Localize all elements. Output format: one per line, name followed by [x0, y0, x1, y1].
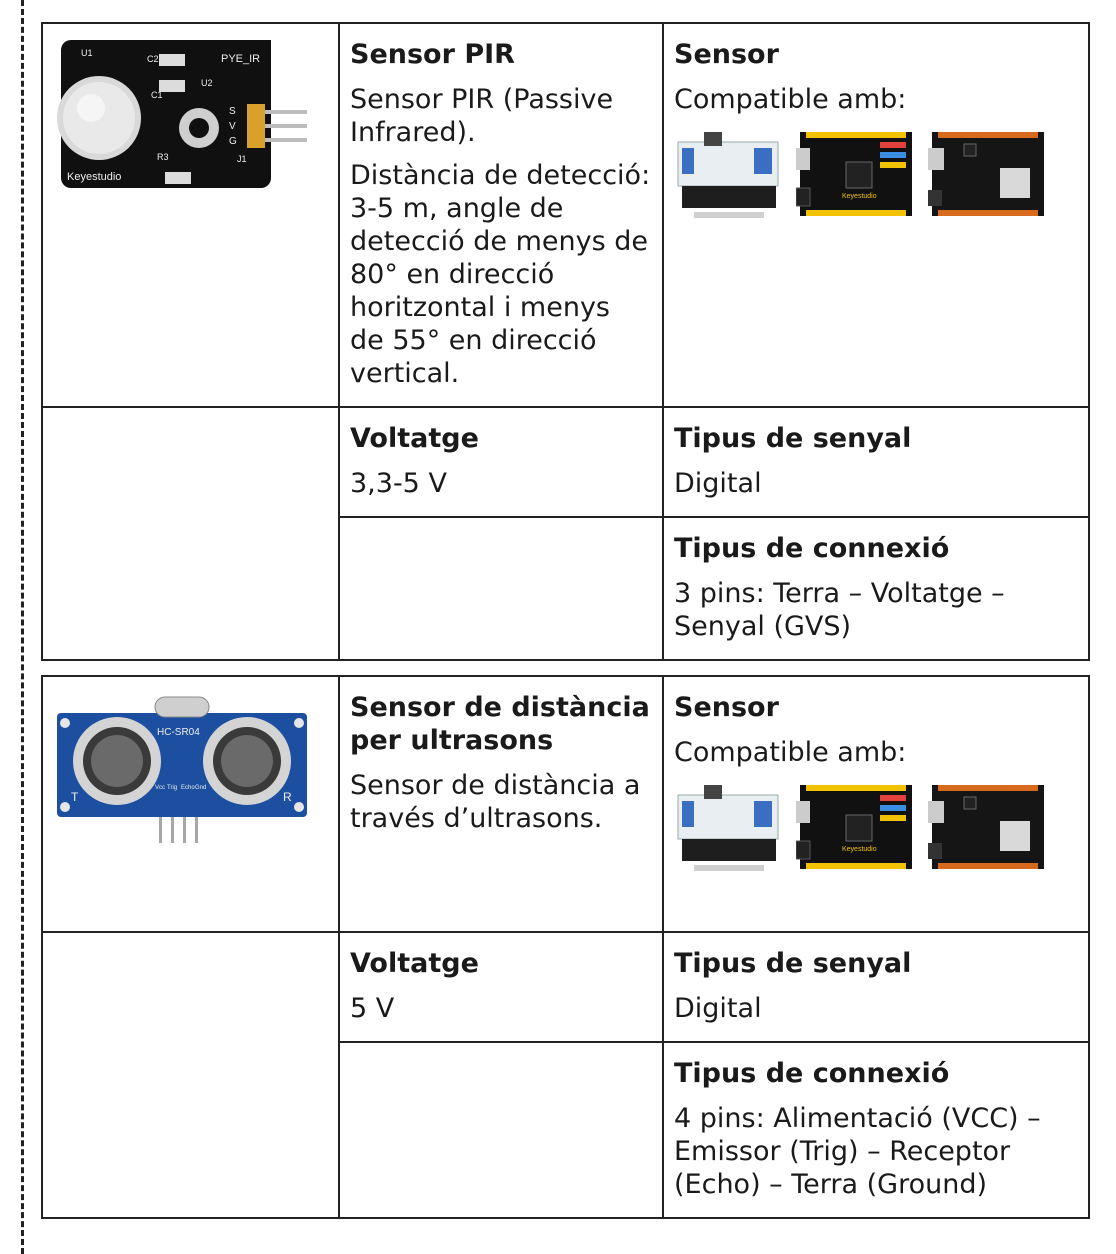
signal-cell [663, 407, 1089, 517]
module-silk-t: T [71, 790, 79, 804]
signal-label: Tipus de senyal [674, 948, 912, 979]
voltage-cell [339, 932, 663, 1042]
voltage-label: Voltatge [350, 948, 479, 979]
connection-label: Tipus de connexió [674, 533, 950, 564]
microbit-board-image [674, 781, 784, 873]
module-info-cell [339, 676, 663, 932]
ultrasonic-sensor-module-image [51, 689, 313, 849]
compatible-label: Compatible amb: [674, 737, 907, 768]
pir-sensor-module-image [51, 36, 311, 196]
module-silk-c2: C2 [147, 54, 159, 64]
module-description-2: Distància de detecció: 3-5 m, angle de detecció de menys de 80° en direcció horitzontal i menys de 55° en direcció vertical. [350, 160, 651, 389]
module-photo-cell [42, 23, 339, 407]
signal-value: Digital [674, 468, 762, 499]
module-title: Sensor PIR [350, 39, 515, 70]
module-silk-model: HC-SR04 [157, 727, 200, 738]
connection-value: 4 pins: Alimentació (VCC) – Emissor (Trig) – Receptor (Echo) – Terra (Ground) [674, 1103, 1041, 1200]
module-silk-pin-v: V [229, 121, 236, 132]
module-category-cell [663, 676, 1089, 932]
module-info-cell [339, 23, 663, 407]
module-silk-name: PYE_IR [221, 53, 261, 65]
voltage-value: 3,3-5 V [350, 468, 447, 499]
module-silk-u2: U2 [201, 78, 213, 88]
dashed-cut-line [21, 0, 24, 1254]
voltage-cell [339, 407, 663, 517]
module-silk-brand: Keyestudio [67, 171, 122, 183]
board-brand-label: Keyestudio [842, 846, 877, 853]
connection-label: Tipus de connexió [674, 1058, 950, 1089]
esp32-board-image [928, 781, 1048, 873]
signal-value: Digital [674, 993, 762, 1024]
empty-cell [339, 1042, 663, 1218]
module-title: Sensor de distància per ultrasons [350, 692, 650, 756]
board-brand-label: Keyestudio [842, 193, 877, 200]
module-silk-u1: U1 [81, 48, 93, 58]
voltage-value: 5 V [350, 993, 395, 1024]
module-silk-r3: R3 [157, 152, 169, 162]
module-silk-pin-trig: Trig [167, 785, 178, 791]
compatible-boards [674, 128, 1078, 220]
compatible-label: Compatible amb: [674, 84, 907, 115]
compatible-boards [674, 781, 1078, 873]
module-category: Sensor [674, 692, 779, 723]
module-photo-cell [42, 676, 339, 932]
module-silk-pin-g: G [229, 136, 237, 147]
signal-label: Tipus de senyal [674, 423, 912, 454]
empty-cell [42, 407, 339, 660]
module-silk-pin-gnd: Gnd [195, 785, 207, 791]
arduino-uno-board-image [796, 781, 916, 873]
microbit-board-image [674, 128, 784, 220]
sensor-card-ultrasonic [41, 675, 1090, 1219]
module-silk-pin-echo: Echo [181, 785, 195, 791]
module-category: Sensor [674, 39, 779, 70]
module-silk-pin-vcc: Vcc [155, 785, 166, 791]
empty-cell [339, 517, 663, 660]
module-description-1: Sensor de distància a través d’ultrasons. [350, 770, 641, 834]
empty-cell [42, 932, 339, 1218]
connection-cell [663, 517, 1089, 660]
module-silk-r: R [283, 790, 292, 804]
arduino-uno-board-image [796, 128, 916, 220]
module-silk-c1: C1 [151, 90, 163, 100]
module-silk-j1: J1 [237, 154, 247, 164]
voltage-label: Voltatge [350, 423, 479, 454]
sensor-card-pir [41, 22, 1090, 661]
connection-cell [663, 1042, 1089, 1218]
esp32-board-image [928, 128, 1048, 220]
module-description-1: Sensor PIR (Passive Infrared). [350, 84, 614, 148]
connection-value: 3 pins: Terra – Voltatge – Senyal (GVS) [674, 578, 1005, 642]
signal-cell [663, 932, 1089, 1042]
module-category-cell [663, 23, 1089, 407]
module-silk-pin-s: S [229, 106, 236, 117]
